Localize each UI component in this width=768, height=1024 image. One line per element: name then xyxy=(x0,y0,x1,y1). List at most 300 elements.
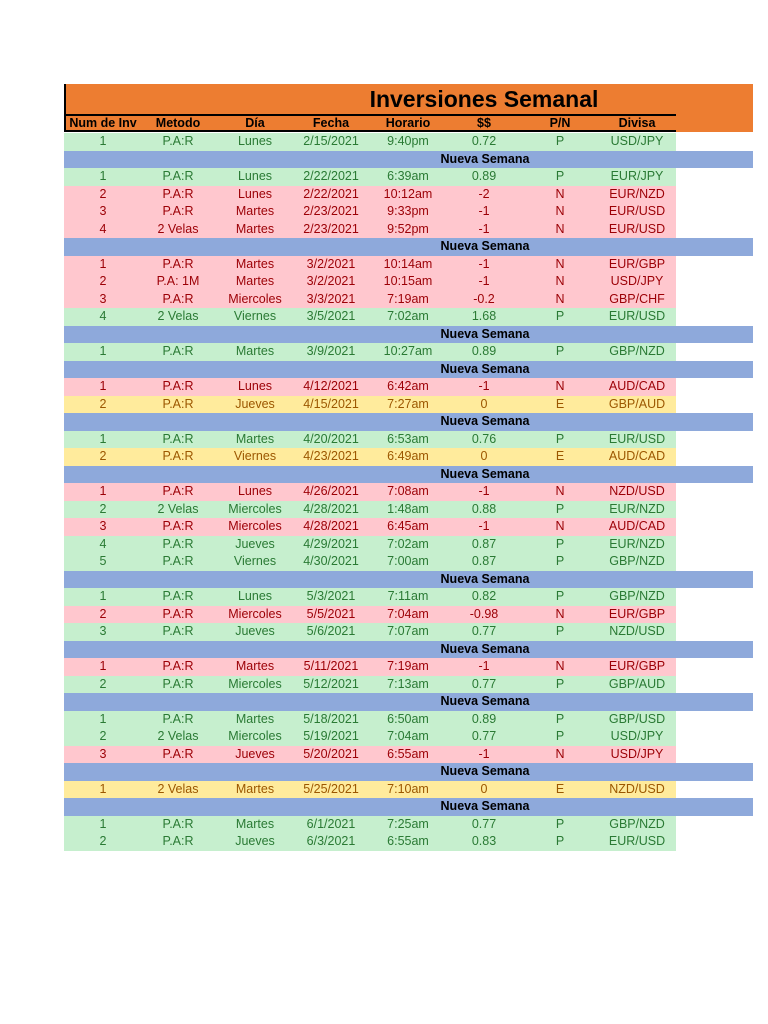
week-separator-label: Nueva Semana xyxy=(440,466,530,481)
cell-pn: N xyxy=(555,746,565,761)
cell-divisa: AUD/CAD xyxy=(608,519,666,533)
cell-num: 4 xyxy=(99,309,107,323)
cell-num: 3 xyxy=(99,624,107,638)
cell-horario: 7:11am xyxy=(387,589,429,603)
table-row xyxy=(64,256,676,274)
cell-divisa: GBP/AUD xyxy=(608,676,666,691)
cell-dia: Miercoles xyxy=(228,676,282,691)
cell-fecha: 4/28/2021 xyxy=(303,501,359,516)
cell-dia: Martes xyxy=(235,711,275,726)
cell-horario: 7:04am xyxy=(387,729,429,743)
week-separator xyxy=(64,641,753,659)
cell-metodo: P.A:R xyxy=(162,536,194,551)
cell-divisa: GBP/USD xyxy=(608,711,666,726)
header-metodo: Metodo xyxy=(155,116,201,130)
cell-metodo: P.A:R xyxy=(162,519,194,533)
cell-pn: P xyxy=(555,589,565,603)
cell-divisa: USD/JPY xyxy=(610,274,664,288)
cell-dia: Martes xyxy=(235,816,275,831)
cell-monto: -2 xyxy=(478,186,490,201)
cell-fecha: 5/25/2021 xyxy=(303,781,359,796)
cell-divisa: EUR/NZD xyxy=(609,501,665,516)
cell-pn: N xyxy=(555,659,565,673)
table-row xyxy=(64,396,676,414)
cell-horario: 7:19am xyxy=(387,291,429,306)
cell-dia: Miercoles xyxy=(228,729,282,743)
header-dia: Día xyxy=(245,116,265,130)
cell-divisa: USD/JPY xyxy=(610,134,664,148)
cell-pn: N xyxy=(555,256,565,271)
cell-dia: Lunes xyxy=(237,186,273,201)
table-row xyxy=(64,133,676,151)
cell-pn: P xyxy=(555,501,565,516)
cell-num: 1 xyxy=(99,589,107,603)
cell-horario: 6:45am xyxy=(387,519,429,533)
cell-dia: Lunes xyxy=(237,134,273,148)
cell-horario: 10:15am xyxy=(383,274,433,288)
cell-dia: Martes xyxy=(235,781,275,796)
cell-num: 1 xyxy=(99,781,107,796)
table-row xyxy=(64,431,676,449)
table-row xyxy=(64,606,676,624)
cell-horario: 9:40pm xyxy=(387,134,429,148)
cell-divisa: EUR/USD xyxy=(608,221,666,236)
cell-monto: 0.76 xyxy=(471,431,497,446)
table-row xyxy=(64,273,676,291)
cell-metodo: P.A:R xyxy=(162,816,194,831)
cell-metodo: P.A:R xyxy=(162,186,194,201)
table-row xyxy=(64,168,676,186)
cell-monto: 0.83 xyxy=(471,834,497,848)
cell-metodo: P.A:R xyxy=(162,396,194,411)
cell-horario: 6:49am xyxy=(387,449,429,463)
cell-horario: 7:04am xyxy=(387,606,429,621)
cell-pn: N xyxy=(555,186,565,201)
cell-num: 2 xyxy=(99,501,107,516)
table-row xyxy=(64,378,676,396)
cell-dia: Lunes xyxy=(237,379,273,393)
cell-horario: 6:42am xyxy=(387,379,429,393)
table-row xyxy=(64,588,676,606)
cell-num: 2 xyxy=(99,834,107,848)
cell-monto: -0.2 xyxy=(473,291,495,306)
cell-pn: P xyxy=(555,711,565,726)
cell-monto: -1 xyxy=(478,659,490,673)
cell-monto: 0.87 xyxy=(471,536,497,551)
cell-monto: -0.98 xyxy=(469,606,499,621)
week-separator-label: Nueva Semana xyxy=(440,326,530,341)
cell-metodo: 2 Velas xyxy=(157,309,199,323)
cell-divisa: EUR/USD xyxy=(608,834,666,848)
cell-fecha: 4/20/2021 xyxy=(303,431,359,446)
cell-pn: P xyxy=(555,344,565,358)
cell-dia: Martes xyxy=(235,256,275,271)
cell-metodo: P.A:R xyxy=(162,169,194,183)
cell-divisa: GBP/NZD xyxy=(609,554,665,568)
header-num: Num de Inv xyxy=(69,116,137,130)
cell-fecha: 4/26/2021 xyxy=(303,484,359,498)
cell-fecha: 3/2/2021 xyxy=(306,274,356,288)
cell-metodo: P.A:R xyxy=(162,431,194,446)
cell-divisa: GBP/CHF xyxy=(609,291,665,306)
cell-fecha: 3/5/2021 xyxy=(306,309,356,323)
cell-dia: Lunes xyxy=(237,589,273,603)
cell-fecha: 4/29/2021 xyxy=(303,536,359,551)
cell-metodo: P.A:R xyxy=(162,834,194,848)
cell-fecha: 2/23/2021 xyxy=(303,204,359,218)
cell-num: 4 xyxy=(99,221,107,236)
cell-dia: Martes xyxy=(235,221,275,236)
cell-num: 2 xyxy=(99,449,107,463)
cell-dia: Lunes xyxy=(237,484,273,498)
table-row xyxy=(64,308,676,326)
cell-monto: 0.87 xyxy=(471,554,497,568)
cell-num: 2 xyxy=(99,676,107,691)
cell-pn: E xyxy=(555,449,565,463)
cell-monto: 1.68 xyxy=(471,309,497,323)
cell-num: 2 xyxy=(99,186,107,201)
cell-dia: Jueves xyxy=(235,834,275,848)
cell-metodo: P.A: 1M xyxy=(156,274,200,288)
cell-fecha: 6/1/2021 xyxy=(306,816,356,831)
table-row xyxy=(64,816,676,834)
cell-pn: N xyxy=(555,291,565,306)
cell-num: 1 xyxy=(99,169,107,183)
table-row xyxy=(64,536,676,554)
cell-num: 5 xyxy=(99,554,107,568)
cell-monto: -1 xyxy=(478,519,490,533)
cell-divisa: AUD/CAD xyxy=(608,449,666,463)
cell-horario: 9:52pm xyxy=(387,221,429,236)
cell-dia: Viernes xyxy=(233,309,277,323)
cell-divisa: NZD/USD xyxy=(609,781,665,796)
cell-pn: P xyxy=(555,676,565,691)
cell-monto: -1 xyxy=(478,484,490,498)
table-row xyxy=(64,448,676,466)
week-separator-label: Nueva Semana xyxy=(440,239,530,253)
cell-horario: 6:50am xyxy=(387,711,429,726)
cell-horario: 7:02am xyxy=(387,536,429,551)
cell-pn: P xyxy=(555,134,565,148)
cell-metodo: P.A:R xyxy=(162,711,194,726)
cell-pn: N xyxy=(555,484,565,498)
cell-pn: P xyxy=(555,816,565,831)
week-separator xyxy=(64,326,753,344)
cell-horario: 10:14am xyxy=(383,256,433,271)
cell-metodo: 2 Velas xyxy=(157,221,199,236)
cell-metodo: 2 Velas xyxy=(157,729,199,743)
cell-fecha: 5/20/2021 xyxy=(303,746,359,761)
cell-metodo: P.A:R xyxy=(162,379,194,393)
table-row xyxy=(64,203,676,221)
cell-divisa: EUR/NZD xyxy=(609,186,665,201)
table-row xyxy=(64,746,676,764)
cell-divisa: NZD/USD xyxy=(609,484,665,498)
cell-metodo: P.A:R xyxy=(162,256,194,271)
cell-monto: 0.89 xyxy=(471,711,497,726)
cell-metodo: P.A:R xyxy=(162,676,194,691)
cell-fecha: 5/18/2021 xyxy=(303,711,359,726)
week-separator xyxy=(64,571,753,589)
week-separator-label: Nueva Semana xyxy=(440,641,530,656)
cell-pn: N xyxy=(555,519,565,533)
cell-monto: 0.77 xyxy=(471,816,497,831)
week-separator xyxy=(64,466,753,484)
cell-metodo: P.A:R xyxy=(162,134,194,148)
cell-monto: 0 xyxy=(480,781,488,796)
cell-fecha: 4/23/2021 xyxy=(303,449,359,463)
cell-pn: N xyxy=(555,221,565,236)
header-horario: Horario xyxy=(385,116,431,130)
week-separator xyxy=(64,763,753,781)
cell-fecha: 4/12/2021 xyxy=(303,379,359,393)
cell-metodo: P.A:R xyxy=(162,554,194,568)
cell-divisa: EUR/USD xyxy=(608,309,666,323)
cell-metodo: P.A:R xyxy=(162,624,194,638)
table-row xyxy=(64,221,676,239)
cell-num: 1 xyxy=(99,134,107,148)
cell-horario: 6:55am xyxy=(387,746,429,761)
cell-monto: 0.89 xyxy=(471,344,497,358)
cell-pn: P xyxy=(555,834,565,848)
cell-num: 2 xyxy=(99,606,107,621)
table-row xyxy=(64,623,676,641)
cell-horario: 7:19am xyxy=(387,659,429,673)
cell-horario: 9:33pm xyxy=(387,204,429,218)
cell-dia: Martes xyxy=(235,274,275,288)
cell-num: 1 xyxy=(99,484,107,498)
cell-monto: -1 xyxy=(478,379,490,393)
cell-dia: Miercoles xyxy=(228,501,282,516)
cell-pn: N xyxy=(555,379,565,393)
cell-monto: 0.77 xyxy=(471,676,497,691)
cell-dia: Jueves xyxy=(235,536,275,551)
cell-metodo: 2 Velas xyxy=(157,501,199,516)
cell-divisa: GBP/NZD xyxy=(609,816,665,831)
cell-fecha: 2/15/2021 xyxy=(303,134,359,148)
cell-fecha: 2/23/2021 xyxy=(303,221,359,236)
cell-num: 3 xyxy=(99,204,107,218)
table-row xyxy=(64,711,676,729)
cell-horario: 7:27am xyxy=(387,396,429,411)
cell-divisa: USD/JPY xyxy=(610,746,664,761)
week-separator-label: Nueva Semana xyxy=(440,694,530,708)
cell-dia: Martes xyxy=(235,344,275,358)
week-separator xyxy=(64,238,753,256)
cell-dia: Miercoles xyxy=(228,606,282,621)
table-row xyxy=(64,781,676,799)
cell-num: 1 xyxy=(99,379,107,393)
table-row xyxy=(64,501,676,519)
cell-dia: Jueves xyxy=(235,746,275,761)
cell-monto: -1 xyxy=(478,746,490,761)
cell-num: 3 xyxy=(99,746,107,761)
cell-num: 1 xyxy=(99,256,107,271)
cell-monto: 0.77 xyxy=(471,624,497,638)
cell-divisa: EUR/GBP xyxy=(608,606,666,621)
cell-fecha: 5/11/2021 xyxy=(303,659,359,673)
cell-num: 4 xyxy=(99,536,107,551)
table-row xyxy=(64,658,676,676)
cell-divisa: USD/JPY xyxy=(610,729,664,743)
week-separator-label: Nueva Semana xyxy=(440,361,530,376)
table-row xyxy=(64,186,676,204)
header-monto: $$ xyxy=(477,116,491,130)
cell-monto: 0.82 xyxy=(471,589,497,603)
cell-pn: P xyxy=(555,169,565,183)
cell-num: 2 xyxy=(99,274,107,288)
cell-num: 2 xyxy=(99,729,107,743)
cell-num: 1 xyxy=(99,431,107,446)
cell-pn: P xyxy=(555,536,565,551)
table-row xyxy=(64,728,676,746)
week-separator-label: Nueva Semana xyxy=(440,799,530,813)
cell-num: 1 xyxy=(99,816,107,831)
cell-monto: -1 xyxy=(478,256,490,271)
week-separator xyxy=(64,151,753,169)
cell-fecha: 3/3/2021 xyxy=(306,291,356,306)
cell-divisa: EUR/GBP xyxy=(608,256,666,271)
cell-metodo: P.A:R xyxy=(162,484,194,498)
cell-divisa: EUR/NZD xyxy=(609,536,665,551)
cell-fecha: 6/3/2021 xyxy=(306,834,356,848)
cell-horario: 7:08am xyxy=(387,484,429,498)
cell-fecha: 5/6/2021 xyxy=(306,624,356,638)
cell-pn: P xyxy=(555,554,565,568)
week-separator xyxy=(64,361,753,379)
cell-fecha: 3/9/2021 xyxy=(306,344,356,358)
cell-monto: 0.72 xyxy=(471,134,497,148)
cell-divisa: NZD/USD xyxy=(609,624,665,638)
cell-horario: 1:48am xyxy=(387,501,429,516)
cell-monto: 0.88 xyxy=(471,501,497,516)
cell-dia: Jueves xyxy=(235,624,275,638)
cell-fecha: 4/28/2021 xyxy=(303,519,359,533)
cell-metodo: P.A:R xyxy=(162,449,194,463)
table-row xyxy=(64,291,676,309)
cell-dia: Viernes xyxy=(233,449,277,463)
cell-horario: 7:10am xyxy=(387,781,429,796)
cell-fecha: 5/12/2021 xyxy=(303,676,359,691)
cell-horario: 7:13am xyxy=(387,676,429,691)
cell-fecha: 2/22/2021 xyxy=(303,169,359,183)
cell-divisa: EUR/USD xyxy=(608,204,666,218)
cell-divisa: EUR/JPY xyxy=(610,169,664,183)
cell-dia: Martes xyxy=(235,659,275,673)
cell-dia: Jueves xyxy=(235,396,275,411)
cell-horario: 7:00am xyxy=(387,554,429,568)
cell-metodo: P.A:R xyxy=(162,344,194,358)
header-row xyxy=(64,114,676,132)
cell-fecha: 5/19/2021 xyxy=(303,729,359,743)
cell-divisa: AUD/CAD xyxy=(608,379,666,393)
cell-divisa: EUR/USD xyxy=(608,431,666,446)
cell-horario: 7:07am xyxy=(387,624,429,638)
table-row xyxy=(64,833,676,851)
cell-divisa: GBP/AUD xyxy=(608,396,666,411)
table-row xyxy=(64,483,676,501)
table-row xyxy=(64,676,676,694)
cell-metodo: P.A:R xyxy=(162,746,194,761)
cell-horario: 10:27am xyxy=(383,344,433,358)
cell-pn: P xyxy=(555,624,565,638)
cell-pn: E xyxy=(555,396,565,411)
cell-dia: Martes xyxy=(235,204,275,218)
cell-monto: 0 xyxy=(480,396,488,411)
cell-dia: Miercoles xyxy=(228,291,282,306)
cell-monto: 0 xyxy=(480,449,488,463)
cell-num: 3 xyxy=(99,519,107,533)
cell-monto: 0.77 xyxy=(471,729,497,743)
cell-metodo: P.A:R xyxy=(162,204,194,218)
cell-monto: -1 xyxy=(478,274,490,288)
cell-pn: N xyxy=(555,606,565,621)
cell-monto: -1 xyxy=(478,221,490,236)
cell-fecha: 5/5/2021 xyxy=(306,606,356,621)
cell-horario: 7:02am xyxy=(387,309,429,323)
cell-num: 1 xyxy=(99,659,107,673)
week-separator-label: Nueva Semana xyxy=(440,764,530,778)
page-title: Inversiones Semanal xyxy=(369,86,599,112)
cell-divisa: GBP/NZD xyxy=(609,344,665,358)
cell-pn: E xyxy=(555,781,565,796)
header-pn: P/N xyxy=(549,116,571,130)
cell-horario: 6:39am xyxy=(387,169,429,183)
cell-pn: P xyxy=(555,431,565,446)
cell-metodo: P.A:R xyxy=(162,291,194,306)
cell-divisa: GBP/NZD xyxy=(609,589,665,603)
week-separator-label: Nueva Semana xyxy=(440,414,530,428)
table-row xyxy=(64,343,676,361)
cell-horario: 7:25am xyxy=(387,816,429,831)
table-row xyxy=(64,518,676,536)
cell-pn: P xyxy=(555,309,565,323)
cell-num: 1 xyxy=(99,711,107,726)
cell-pn: P xyxy=(555,729,565,743)
week-separator-label: Nueva Semana xyxy=(440,571,530,586)
cell-dia: Viernes xyxy=(233,554,277,568)
cell-dia: Miercoles xyxy=(228,519,282,533)
cell-horario: 10:12am xyxy=(383,186,433,201)
cell-dia: Martes xyxy=(235,431,275,446)
cell-pn: N xyxy=(555,204,565,218)
week-separator xyxy=(64,693,753,711)
cell-metodo: P.A:R xyxy=(162,659,194,673)
cell-fecha: 2/22/2021 xyxy=(303,186,359,201)
week-separator xyxy=(64,413,753,431)
cell-metodo: P.A:R xyxy=(162,606,194,621)
cell-fecha: 3/2/2021 xyxy=(306,256,356,271)
cell-num: 3 xyxy=(99,291,107,306)
week-separator xyxy=(64,798,753,816)
header-divisa: Divisa xyxy=(618,116,656,130)
cell-num: 2 xyxy=(99,396,107,411)
cell-fecha: 4/15/2021 xyxy=(303,396,359,411)
cell-monto: 0.89 xyxy=(471,169,497,183)
header-fecha: Fecha xyxy=(312,116,350,130)
cell-horario: 6:53am xyxy=(387,431,429,446)
cell-metodo: P.A:R xyxy=(162,589,194,603)
cell-horario: 6:55am xyxy=(387,834,429,848)
week-separator-label: Nueva Semana xyxy=(440,151,530,166)
cell-num: 1 xyxy=(99,344,107,358)
cell-divisa: EUR/GBP xyxy=(608,659,666,673)
cell-metodo: 2 Velas xyxy=(157,781,199,796)
cell-fecha: 4/30/2021 xyxy=(303,554,359,568)
cell-monto: -1 xyxy=(478,204,490,218)
cell-pn: N xyxy=(555,274,565,288)
cell-fecha: 5/3/2021 xyxy=(306,589,356,603)
